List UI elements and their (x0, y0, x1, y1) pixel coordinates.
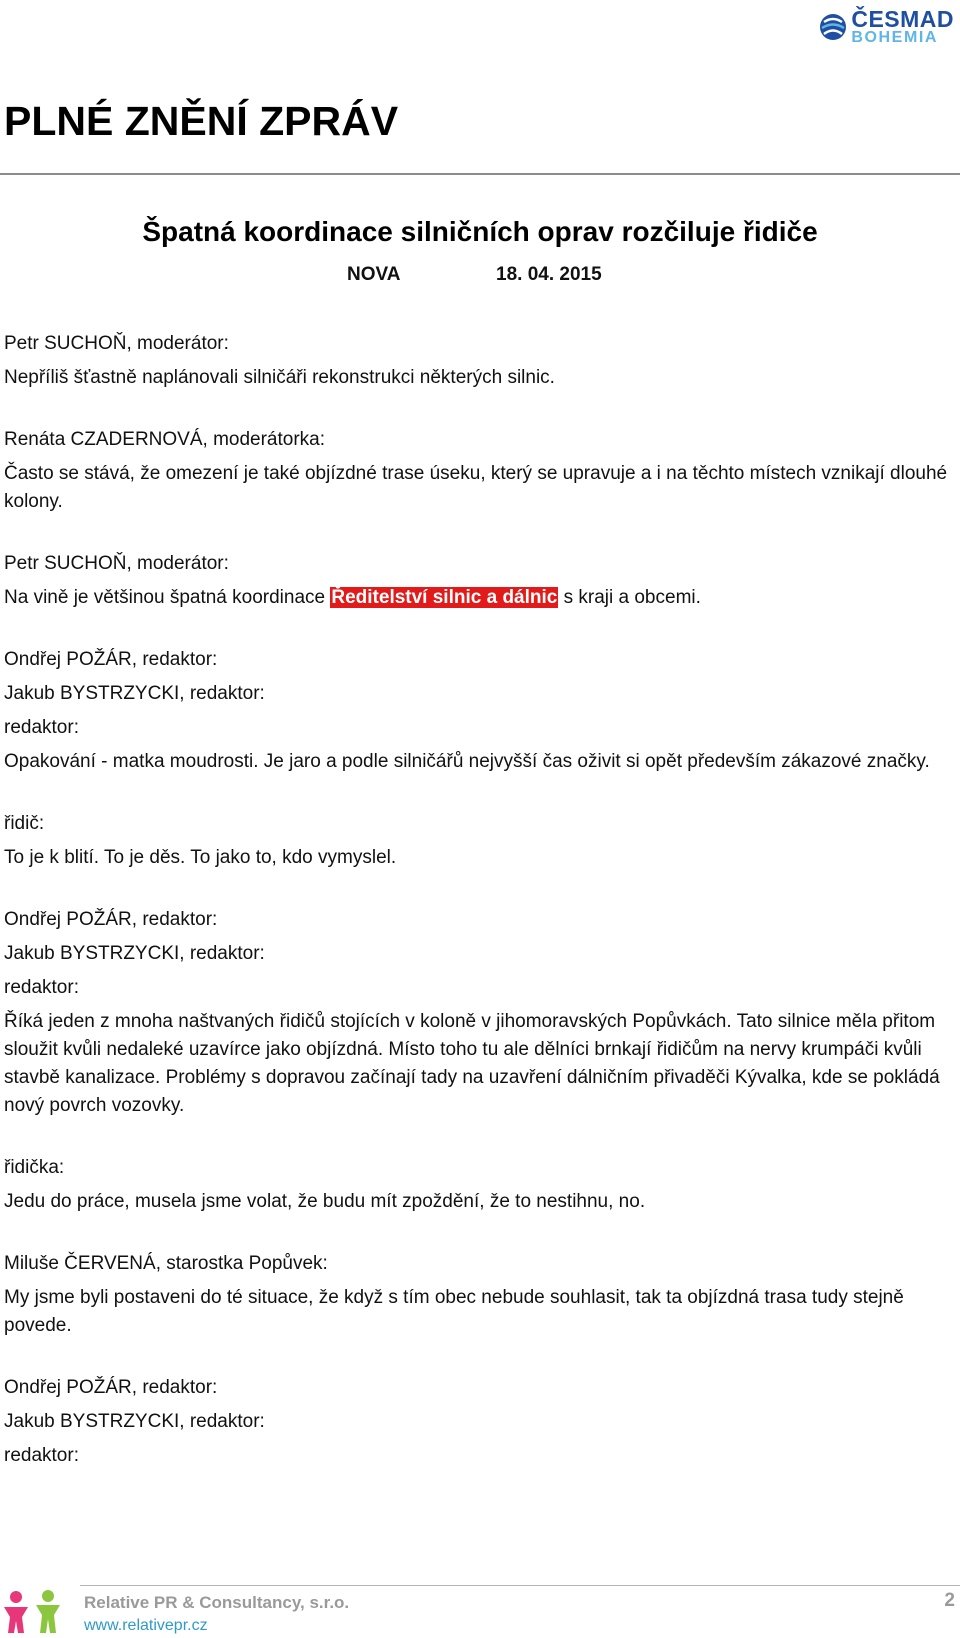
cesmad-globe-icon (818, 12, 848, 42)
speaker-label: Jakub BYSTRZYCKI, redaktor: (4, 943, 265, 964)
relative-pr-people-icon (2, 1589, 66, 1635)
page-title: PLNÉ ZNĚNÍ ZPRÁV (4, 98, 399, 144)
transcript-text: Jedu do práce, musela jsme volat, že budu mít zpoždění, že to nestihnu, no. (4, 1191, 646, 1212)
transcript-block (4, 1250, 954, 1340)
transcript-text: Říká jeden z mnoha naštvaných řidičů stojících v koloně v jihomoravských Popůvkách. Tato silnice měla přitom sloužit kvůli nedaleké uzavírce jako objízdná. Místo toho tu ale dělníci brnkají řidičům na nervy krumpáči kvůli stavbě kanalizace. Problémy s dopravou začínají tady na uzavření dálničním přivaděči Kývalka, kde se pokládá nový povrch vozovky. (4, 1011, 940, 1116)
text-after-highlight: s kraji a obcemi. (558, 587, 701, 608)
transcript-block (4, 330, 954, 392)
footer-url-link[interactable]: www.relativepr.cz (84, 1617, 208, 1634)
transcript-block (4, 550, 954, 612)
speaker-label: Ondřej POŽÁR, redaktor: (4, 909, 218, 930)
speaker-label: Ondřej POŽÁR, redaktor: (4, 649, 218, 670)
footer-company: Relative PR & Consultancy, s.r.o. (84, 1593, 350, 1612)
transcript-text: Nepříliš šťastně naplánovali silničáři rekonstrukci některých silnic. (4, 367, 555, 388)
transcript-text: To je k blití. To je děs. To jako to, kdo vymyslel. (4, 847, 397, 868)
transcript-text: Opakování - matka moudrosti. Je jaro a podle silničářů nejvyšší čas oživit si opět především zákazové značky. (4, 751, 930, 772)
transcript-block (4, 906, 954, 1120)
article-title: Špatná koordinace silničních oprav rozčiluje řidiče (142, 216, 818, 247)
speaker-label: redaktor: (4, 977, 79, 998)
transcript-text: My jsme byli postaveni do té situace, že když s tím obec nebude souhlasit, tak ta objízdná trasa tudy stejně povede. (4, 1287, 904, 1336)
page-number: 2 (944, 1590, 955, 1611)
highlighted-keyword: Ředitelství silnic a dálnic (331, 587, 558, 608)
logo-line1: ČESMAD (851, 6, 954, 32)
transcript-block (4, 646, 954, 776)
article-date: 18. 04. 2015 (496, 264, 602, 285)
transcript-block (4, 1374, 954, 1470)
speaker-label: řidička: (4, 1157, 65, 1178)
speaker-label: redaktor: (4, 1445, 79, 1466)
article-source: NOVA (347, 264, 401, 285)
logo-line2: BOHEMIA (851, 29, 939, 46)
transcript-text (4, 584, 954, 612)
speaker-label: Petr SUCHOŇ, moderátor: (4, 553, 229, 574)
article-body (4, 330, 954, 1504)
speaker-label: Petr SUCHOŇ, moderátor: (4, 333, 229, 354)
transcript-block (4, 810, 954, 872)
speaker-label: Jakub BYSTRZYCKI, redaktor: (4, 1411, 265, 1432)
speaker-label: Miluše ČERVENÁ, starostka Popůvek: (4, 1253, 328, 1274)
text-before-highlight: Na vině je většinou špatná koordinace (4, 587, 331, 608)
speaker-label: řidič: (4, 813, 45, 834)
header-divider (0, 173, 960, 175)
transcript-block (4, 426, 954, 516)
cesmad-bohemia-logo (818, 8, 954, 46)
speaker-label: redaktor: (4, 717, 79, 738)
speaker-label: Ondřej POŽÁR, redaktor: (4, 1377, 218, 1398)
speaker-label: Jakub BYSTRZYCKI, redaktor: (4, 683, 265, 704)
transcript-text: Často se stává, že omezení je také objízdné trase úseku, který se upravuje a i na těchto místech vznikají dlouhé kolony. (4, 463, 948, 512)
footer-divider (80, 1585, 960, 1586)
transcript-block (4, 1154, 954, 1216)
speaker-label: Renáta CZADERNOVÁ, moderátorka: (4, 429, 326, 450)
